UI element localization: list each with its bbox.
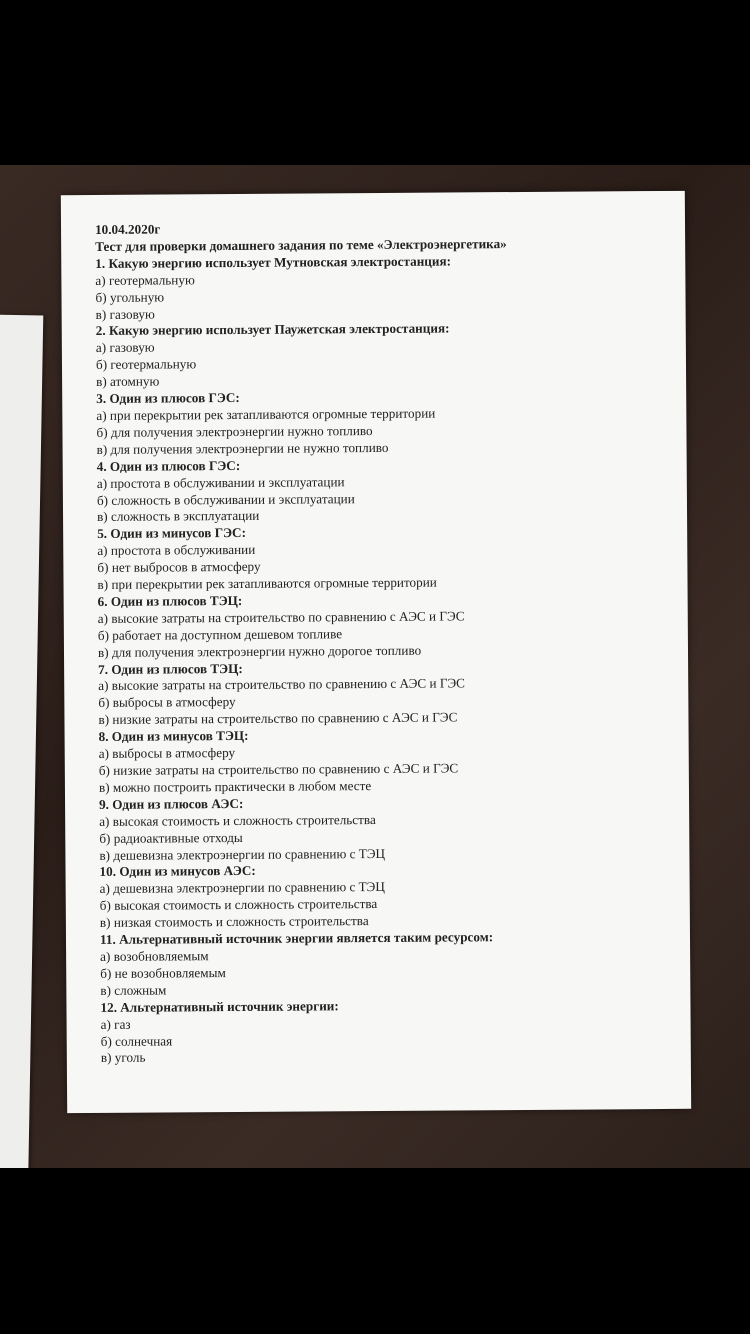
answer-option: в) низкие затраты на строительство по сравнению с АЭС и ГЭС (98, 709, 458, 728)
question-text: 10. Один из минусов АЭС: (99, 863, 256, 880)
answer-option: б) угольную (95, 289, 165, 305)
question-block (99, 725, 669, 797)
answer-option: в) дешевизна электроэнергии по сравнению с ТЭЦ (99, 845, 386, 863)
answer-option: б) геотермальную (95, 356, 197, 373)
answer-option: а) газовую (95, 339, 155, 356)
answer-option: а) при перекрытии рек затапливаются огромные территории (96, 405, 436, 423)
question-text: 8. Один из минусов ТЭЦ: (98, 728, 249, 745)
question-block (99, 860, 669, 932)
answer-option: б) нет выбросов в атмосферу (97, 558, 261, 576)
answer-option: в) низкая стоимость и сложность строительства (99, 913, 369, 931)
answer-option: б) выбросы в атмосферу (98, 694, 236, 711)
answer-option: б) для получения электроэнергии нужно топливо (96, 422, 373, 440)
answer-option: а) газ (100, 1016, 131, 1032)
answer-option: в) при перекрытии рек затапливаются огромные территории (97, 574, 437, 592)
question-list (95, 252, 671, 1067)
question-block (99, 793, 669, 865)
answer-option: а) выбросы в атмосферу (98, 745, 236, 762)
answer-option: в) для получения электроэнергии нужно дорогое топливо (97, 642, 422, 660)
answer-option: в) газовую (95, 306, 155, 322)
answer-option: в) можно построить практически в любом месте (98, 777, 372, 795)
question-block (96, 387, 666, 459)
question-block (97, 522, 667, 594)
answer-option: а) простота в обслуживании (97, 542, 256, 559)
question-block (98, 590, 668, 662)
answer-option: б) радиоактивные отходы (99, 829, 243, 846)
answer-option: а) высокие затраты на строительство по сравнению с АЭС и ГЭС (98, 675, 465, 694)
answer-option: а) высокая стоимость и сложность строительства (99, 811, 376, 829)
question-text: 11. Альтернативный источник энергии является таким ресурсом: (99, 929, 494, 947)
question-block (100, 996, 670, 1068)
answer-option: в) сложным (100, 982, 167, 998)
question-text: 3. Один из плюсов ГЭС: (96, 390, 240, 407)
answer-option: б) сложность в обслуживании и эксплуатации (96, 490, 355, 508)
answer-option: а) возобновляемым (100, 948, 209, 964)
answer-option: а) простота в обслуживании и эксплуатации (96, 473, 345, 491)
answer-option: в) уголь (100, 1050, 146, 1066)
question-block (100, 928, 670, 1000)
answer-option: в) сложность в эксплуатации (96, 508, 260, 525)
question-text: 4. Один из плюсов ГЭС: (96, 457, 241, 474)
answer-option: б) работает на доступном дешевом топливе (97, 625, 343, 643)
test-sheet (61, 191, 691, 1113)
answer-option: б) солнечная (100, 1032, 173, 1049)
answer-option: в) для получения электроэнергии не нужно топливо (96, 439, 389, 457)
answer-option: а) высокие затраты на строительство по сравнению с АЭС и ГЭС (97, 608, 465, 626)
photo-background (0, 165, 750, 1168)
answer-option: а) дешевизна электроэнергии по сравнению с ТЭЦ (99, 879, 385, 897)
question-block (98, 658, 668, 730)
question-block (96, 319, 666, 391)
question-block (95, 252, 665, 324)
question-text: 9. Один из плюсов АЭС: (99, 795, 244, 812)
test-content (95, 218, 671, 1067)
answer-option: б) высокая стоимость и сложность строительства (99, 896, 378, 914)
question-text: 5. Один из минусов ГЭС: (97, 525, 247, 542)
question-text: 2. Какую энергию использует Паужетская электростанция: (95, 320, 450, 339)
answer-option: в) атомную (96, 373, 160, 390)
answer-option: а) геотермальную (95, 271, 195, 288)
question-text: 1. Какую энергию использует Мутновская электростанция: (95, 253, 452, 271)
question-text: 7. Один из плюсов ТЭЦ: (98, 660, 243, 677)
date: 10.04.2020г (94, 221, 161, 237)
answer-option: б) низкие затраты на строительство по сравнению с АЭС и ГЭС (98, 760, 459, 778)
answer-option: б) не возобновляемым (100, 964, 226, 981)
question-text: 6. Один из плюсов ТЭЦ: (97, 592, 243, 609)
title: Тест для проверки домашнего задания по теме «Электроэнергетика» (95, 235, 507, 254)
question-block (97, 455, 667, 527)
question-text: 12. Альтернативный источник энергии: (100, 997, 339, 1015)
background-sheet (0, 315, 43, 1168)
